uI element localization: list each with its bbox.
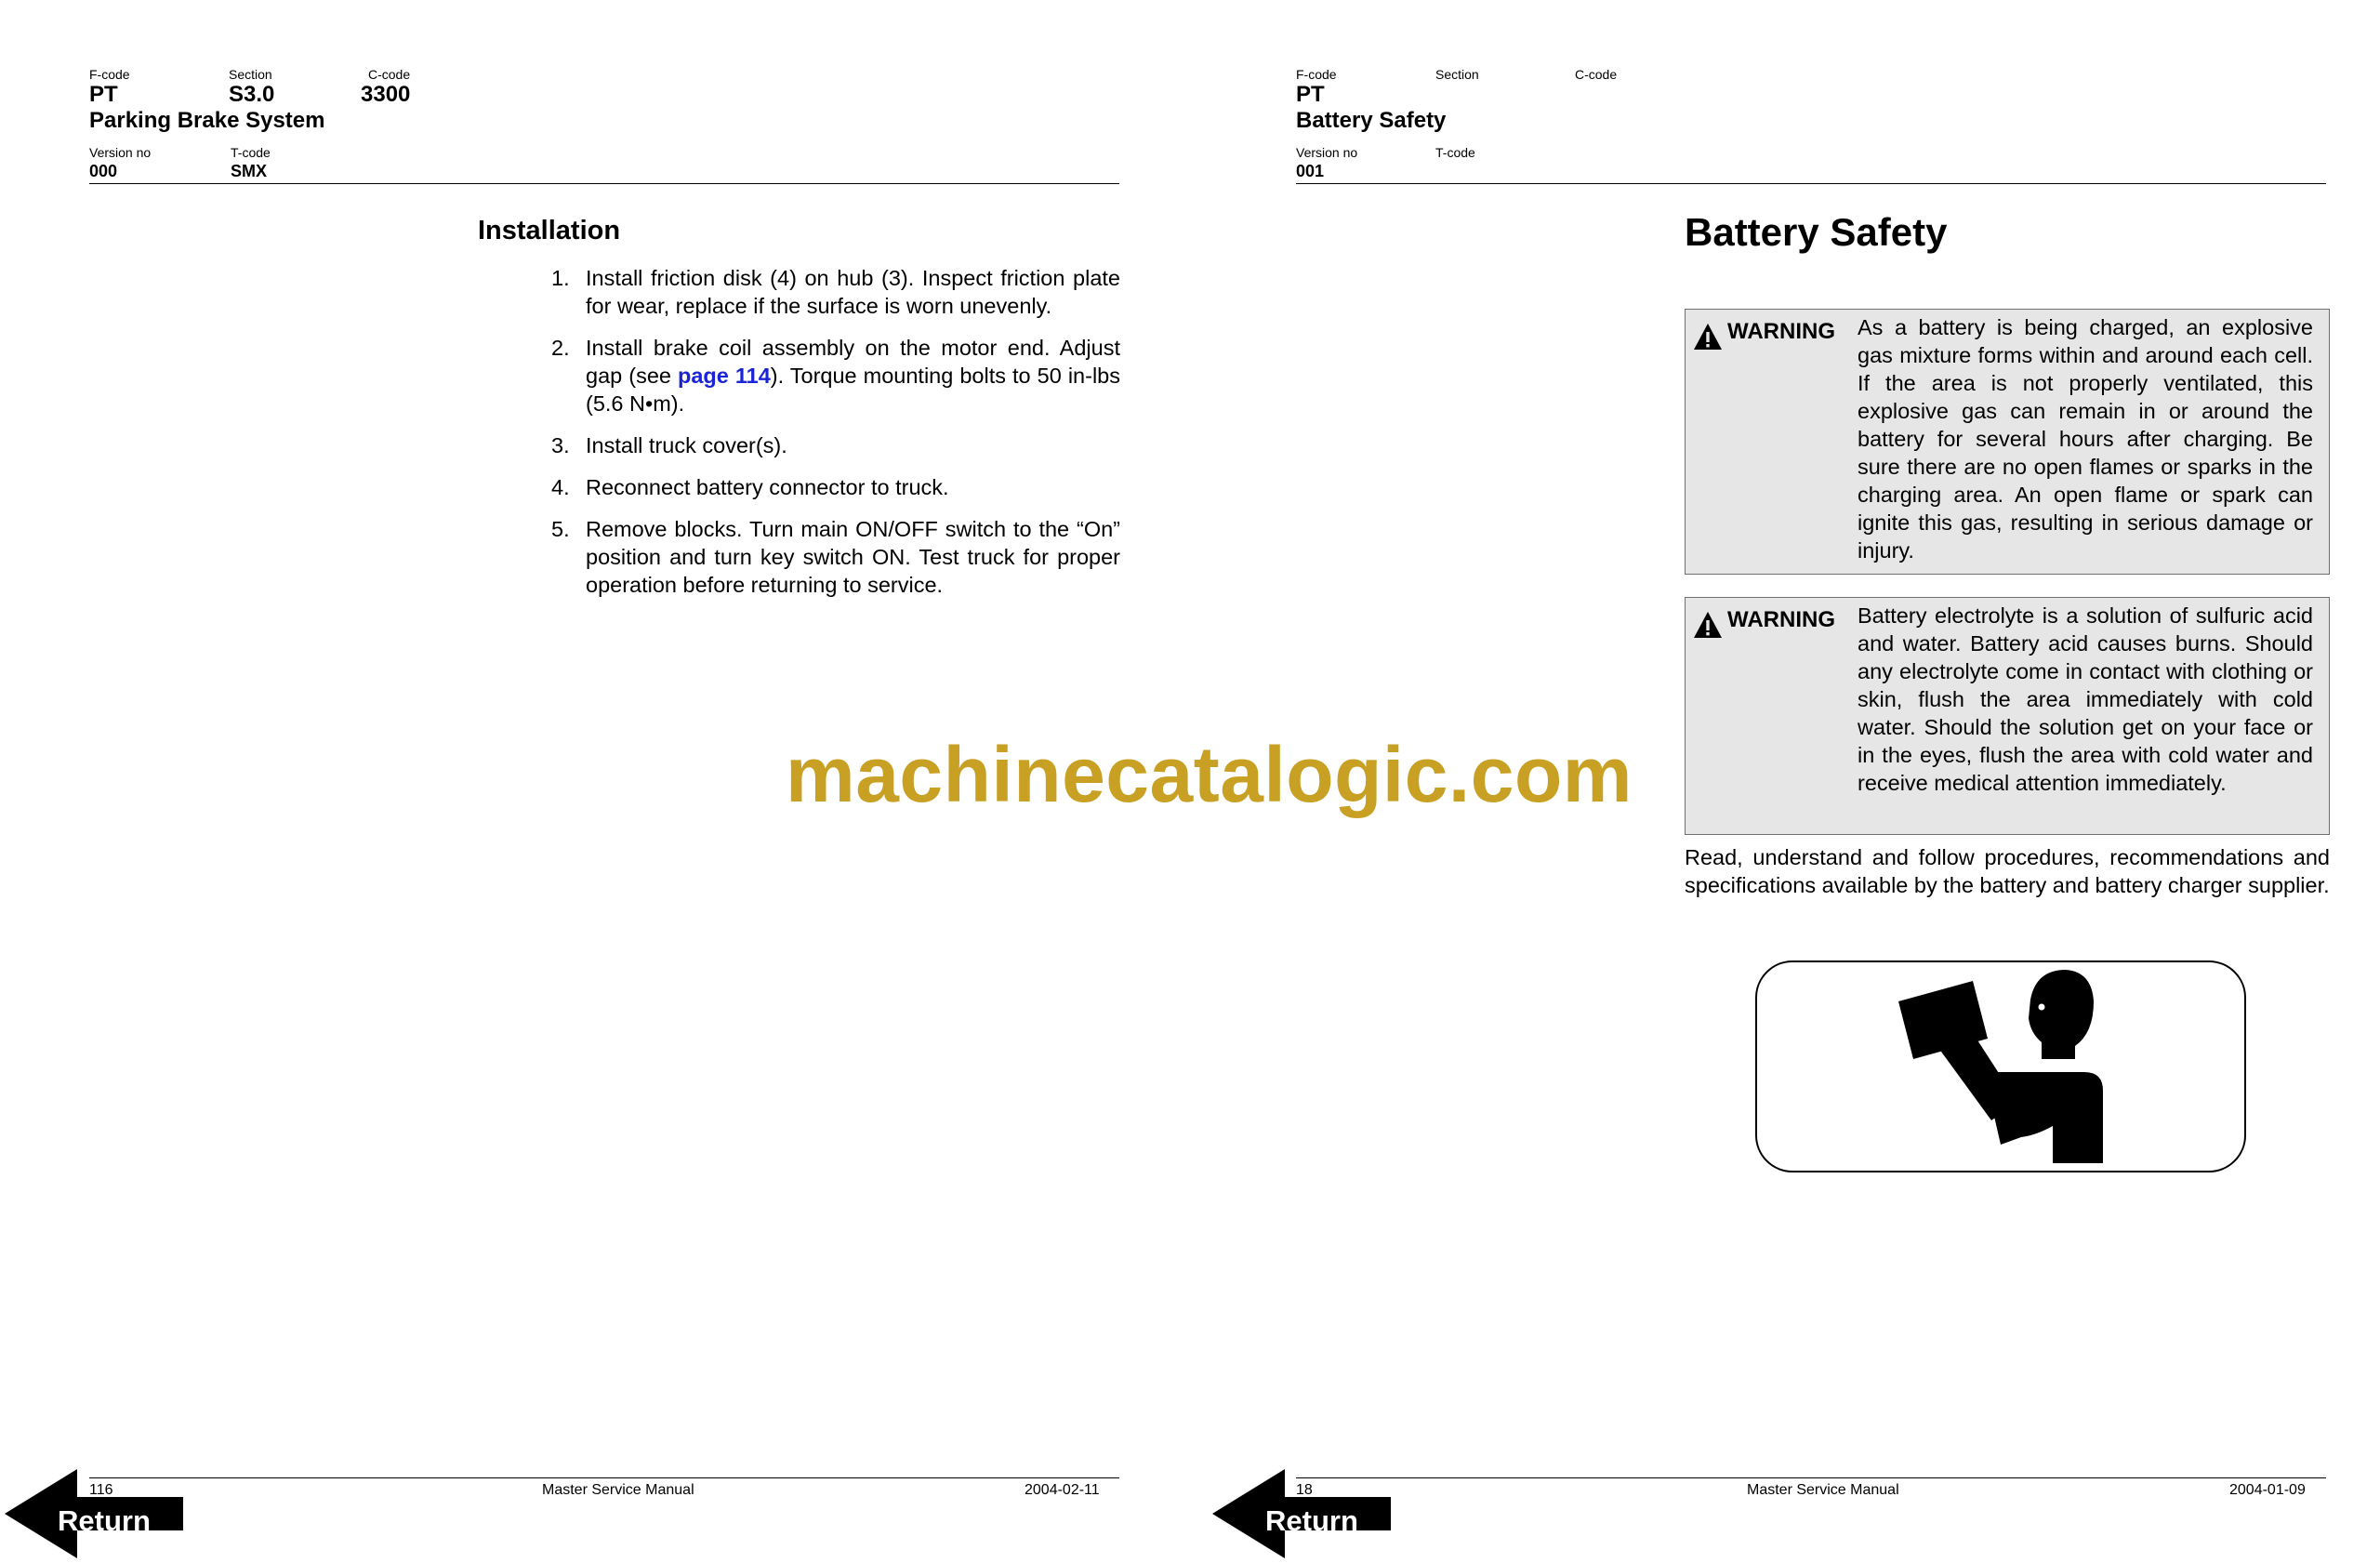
- version-value: 001: [1296, 162, 1325, 180]
- return-label: Return: [58, 1504, 151, 1537]
- version-label: Version no: [1296, 145, 1358, 160]
- watermark: machinecatalogic.com: [786, 731, 1633, 818]
- page-114-link[interactable]: page 114: [678, 364, 771, 388]
- warning-label: WARNING: [1727, 607, 1835, 632]
- header-rule: [89, 183, 1119, 184]
- ccode-label: C-code: [368, 67, 411, 82]
- warning-text: As a battery is being charged, an explosive gas mixture forms within and around each cell. If the area is not properly ventilated, this explosive gas can remain in or around the battery for several hours after charging. Be sure there are no open flames or sparks in the charging area. An open flame or spark can ignite this gas, resulting in serious damage or injury.: [1858, 315, 2313, 563]
- manual-title: Master Service Manual: [1747, 1482, 1899, 1498]
- list-item: 4. Reconnect battery connector to truck.: [551, 475, 949, 499]
- warning-label: WARNING: [1727, 319, 1835, 344]
- section-title: Installation: [478, 216, 621, 245]
- version-value: 000: [89, 162, 118, 180]
- page-title: Battery Safety: [1685, 210, 1948, 254]
- section-value: S3.0: [229, 82, 275, 107]
- return-button[interactable]: [5, 1469, 191, 1558]
- list-item: 5. Remove blocks. Turn main ON/OFF switch to the “On” position and turn key switch ON. Test truck for proper operation before returning to service.: [551, 517, 1120, 597]
- tcode-value: SMX: [231, 162, 268, 180]
- list-item: 3. Install truck cover(s).: [551, 433, 787, 457]
- footer-date: 2004-02-11: [1025, 1482, 1100, 1498]
- warning-triangle-icon: [1693, 611, 1723, 639]
- warning-box: [1685, 309, 2330, 575]
- fcode-label: F-code: [89, 67, 130, 82]
- version-label: Version no: [89, 145, 152, 160]
- header-title: Battery Safety: [1296, 108, 1447, 133]
- tcode-label: T-code: [231, 145, 271, 160]
- ccode-value: 3300: [361, 82, 411, 107]
- footer-date: 2004-01-09: [2229, 1482, 2306, 1498]
- header-title: Parking Brake System: [89, 108, 325, 133]
- warning-text: Battery electrolyte is a solution of sulfuric acid and water. Battery acid causes burns. Should any electrolyte come in contact with clothing or skin, flush the area immediately with cold water. Should the solution get on your face or in the eyes, flush the area with cold water and receive medical attention immediately.: [1858, 603, 2313, 795]
- installation-steps: [551, 264, 1120, 613]
- page-number: 116: [89, 1482, 113, 1498]
- return-label: Return: [1265, 1504, 1358, 1537]
- warning-box: [1685, 597, 2330, 835]
- read-manual-pictogram: [1755, 960, 2246, 1172]
- header-rule: [1296, 183, 2326, 184]
- page-number: 18: [1296, 1482, 1313, 1498]
- footer-rule: [1296, 1477, 2326, 1478]
- ccode-label: C-code: [1575, 67, 1618, 82]
- read-manual-pictogram-icon: [1757, 962, 2244, 1171]
- fcode-value: PT: [89, 82, 118, 107]
- manual-title: Master Service Manual: [542, 1482, 694, 1498]
- return-button[interactable]: [1212, 1469, 1398, 1558]
- warning-triangle-icon: [1693, 323, 1723, 351]
- fcode-value: PT: [1296, 82, 1325, 107]
- section-label: Section: [229, 67, 272, 82]
- tcode-label: T-code: [1435, 145, 1475, 160]
- footer-rule: [89, 1477, 1119, 1478]
- supplier-paragraph: Read, understand and follow procedures, recommendations and specifications available by the battery and battery charger supplier.: [1685, 845, 2330, 897]
- list-item: 2. Install brake coil assembly on the motor end. Adjust gap (see page 114). Torque mounting bolts to 50 in-lbs (5.6 N•m).: [551, 336, 1120, 416]
- section-label: Section: [1435, 67, 1479, 82]
- fcode-label: F-code: [1296, 67, 1337, 82]
- list-item: 1. Install friction disk (4) on hub (3). Inspect friction plate for wear, replace if the surface is worn unevenly.: [551, 266, 1120, 318]
